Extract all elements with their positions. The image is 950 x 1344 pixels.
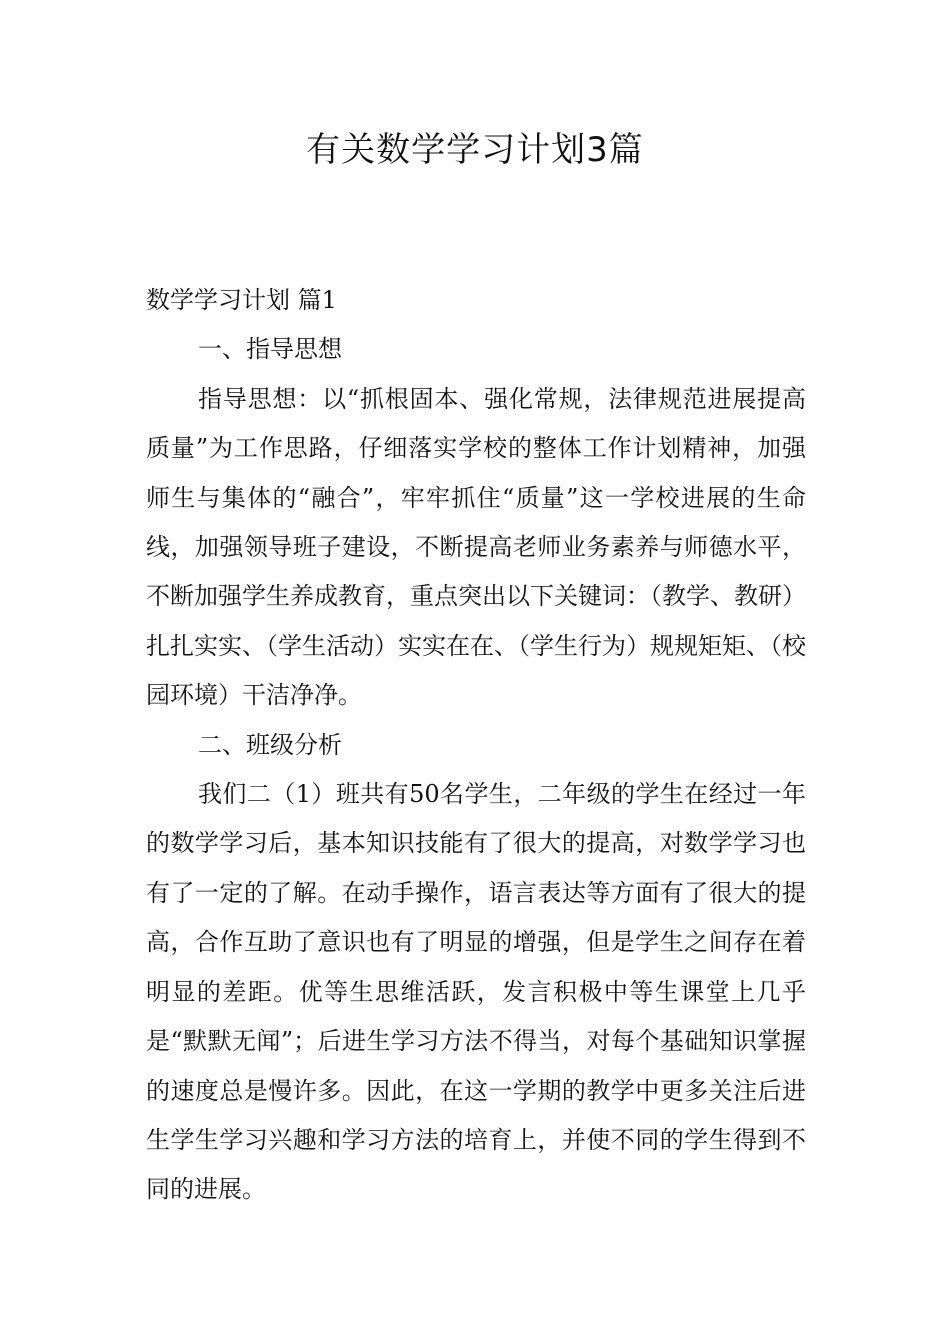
heading-class-analysis: 二、班级分析: [198, 730, 342, 759]
heading-guiding-thought: 一、指导思想: [198, 335, 342, 364]
paragraph-guiding-thought: 指导思想：以“抓根固本、强化常规，法律规范进展提高质量”为工作思路，仔细落实学校的整体工作计划精神，加强师生与集体的“融合”，牢牢抓住“质量”这一学校进展的生命线，加强领导班子建设，不断提高老师业务素养与师德水平，不断加强学生养成教育，重点突出以下关键词：（教学、教研）扎扎实实、（学生活动）实实在在、（学生行为）规规矩矩、（校园环境）干洁净净。: [146, 384, 806, 710]
paragraph-class-analysis: 我们二（1）班共有50名学生，二年级的学生在经过一年的数学学习后，基本知识技能有了很大的提高，对数学学习也有了一定的了解。在动手操作，语言表达等方面有了很大的提高，合作互助了意识也有了明显的增强，但是学生之间存在着明显的差距。优等生思维活跃，发言积极中等生课堂上几乎是“默默无闻”；后进生学习方法不得当，对每个基础知识掌握的速度总是慢许多。因此，在这一学期的教学中更多关注后进生学生学习兴趣和学习方法的培育上，并使不同的学生得到不同的进展。: [146, 780, 806, 1204]
document-title: 有关数学学习计划3篇: [306, 130, 644, 170]
section-label: 数学学习计划 篇1: [146, 286, 337, 314]
document-body: [146, 276, 806, 1215]
